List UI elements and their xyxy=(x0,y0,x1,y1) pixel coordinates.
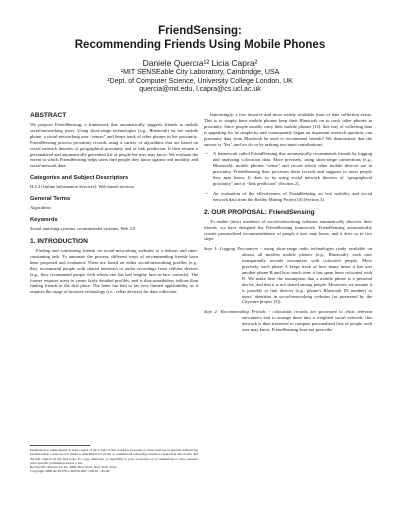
step-1-text: - using short-range radio technologies ready available on almost all modern mobile phones (e.g., Bluetooth), each user transparently records encounters with colocated people. More precisely, each phone A keeps track of how many times it has met another phone B and how much time it has spent been colocated with B. We make here the assumption that a mobile phone is a personal device, and that it is not shared among people. Moreover, we assume it is possible to link devices (e.g., phone’s Bluetooth ID number) to users’ identities in social-networking websites (as pioneered by the Cityware project [5]). xyxy=(242,246,372,305)
left-column xyxy=(30,112,198,295)
title-line-1: FriendSensing: xyxy=(158,25,242,37)
copyright-line: Copyright 2008 ACM 978-1-60558-093-7/08/10 ...$5.00. xyxy=(30,469,111,474)
keywords-text: Social matching systems; recommender systems; Web 2.0 xyxy=(30,226,136,232)
copyright-footer xyxy=(30,445,198,474)
step-2 xyxy=(204,309,372,333)
section-2-heading: 2. OUR PROPOSAL: FriendSensing xyxy=(204,208,315,216)
introduction-continued: Interestingly, a few invasive and more widely available form of data collection exists. This is to simply have mobile phones keep their Bluetooth on to track other phones in proximity. Since people usually carry their mobile phones [12], this way of collecting data is appealing for its simplicity and consequently began an important research question: can proximity data from Bluetooth be used to recommend friends? We demonstrate that the answer is ‘Yes’, and we do so by making two main contributions: xyxy=(204,112,372,147)
abstract-text: We propose FriendSensing, a framework that automatically suggests friends to mobile social-networking users. Using short-range technologies (e.g., Bluetooth) on her mobile phone, a social-networking user “senses” and keeps track of other phones in her proximity. FriendSensing process proximity records using a variety of algorithms that are based on social network theories of geographical proximity and of link prediction. It then returns a personalized and automatically generated list of people the user may know. We evaluate the extent to which FriendSensing helps users find people they know against real mobility and social network data. xyxy=(30,122,198,169)
list-item: • An evaluation of the effectiveness of FriendSensing on real mobility and social network data from the Reality Mining Project [4] (Section 3). xyxy=(206,190,372,202)
venue-line: RecSys'08, October 23–25, 2008, New York, New York, USA. xyxy=(30,465,118,470)
bullet-icon: • xyxy=(206,190,208,196)
author-block xyxy=(0,58,400,95)
introduction-text: Finding and confirming friends on social-networking websites is a tedious and time-consuming task. To automate the process, different ways of recommending friends have been proposed and evaluated. These are based on either social-networking profiles (e.g., they recommend people with shared interests) or audio recordings from cellular devices (e.g., they recommend people with whom one has had lengthy face-to-face contacts). The former requires users to create fairly detailed profiles, and is thus nonetheless tedious than finding friends in the first place. The latter has had so far very limited applicability, as it requires the usage of invasive technology (i.e., cellar devices) for data collection. xyxy=(30,247,198,295)
keywords-heading: Keywords xyxy=(30,217,58,224)
bullet-icon: • xyxy=(206,151,208,157)
introduction-heading: 1. INTRODUCTION xyxy=(30,237,88,245)
right-column xyxy=(204,112,372,333)
author-emails: quercia@mit.edu, l.capra@cs.ucl.ac.uk xyxy=(139,86,261,93)
step-1-label: Step 1. Logging Encounters xyxy=(204,246,259,252)
permission-text: Permission to make digital or hard copies of all or part of this work for personal or classroom use is granted without fee provided that copies are not made or distributed for profit or commercial advantage and that copies bear this notice and the full citation on the first page. To copy otherwise, to republish, to post on servers or to redistribute to lists, requires prior specific permission and/or a fee. xyxy=(30,448,198,465)
section-2-text: To enable (new) members of social-networking websites automatically discover their friends, we have designed the FriendSensing framework. FriendSensing automatically creates personalized recommendations of people a user may know, and it does so in two steps: xyxy=(204,218,372,242)
categories-heading: Categories and Subject Descriptors xyxy=(30,175,129,182)
categories-text: H.3.3 [Online Information Services]: Web-based services xyxy=(30,184,135,190)
contribution-list xyxy=(204,151,372,202)
step-2-label: Step 2. Recommending Friends xyxy=(204,309,266,315)
abstract-heading: ABSTRACT xyxy=(30,112,67,119)
step-2-text: - colocation records are processed to elicit relevant encounters and to arrange them into a weighted social network; this network is then traversed to compute personalized lists of people each user may know. FriendSensing does not prescribe xyxy=(242,309,372,333)
title-line-2: Recommending Friends Using Mobile Phones xyxy=(74,39,326,51)
author-names: Daniele Quercia¹² Licia Capra² xyxy=(142,58,258,68)
step-1 xyxy=(204,246,372,305)
footer-rule xyxy=(30,445,90,446)
affiliation-1: ¹MIT SENSEable City Laboratory, Cambridge, USA xyxy=(120,69,280,76)
list-item: • A framework called FriendSensing that automatically recommends friends by logging and analyzing colocation data. More precisely, using short-range connections (e.g., Bluetooth), mobile phones “sense” and record which other mobile devices are in proximity. FriendSensing then processes these records and suggests to users people they may know. It does so by using social network theories of “geographical proximity” and of “link prediction” (Section 2). xyxy=(206,151,372,186)
affiliation-2: ²Dept. of Computer Science, University College London, UK xyxy=(107,77,293,85)
general-terms-text: Algorithms xyxy=(30,205,51,211)
general-terms-heading: General Terms xyxy=(30,196,71,203)
paper-title xyxy=(0,24,400,52)
